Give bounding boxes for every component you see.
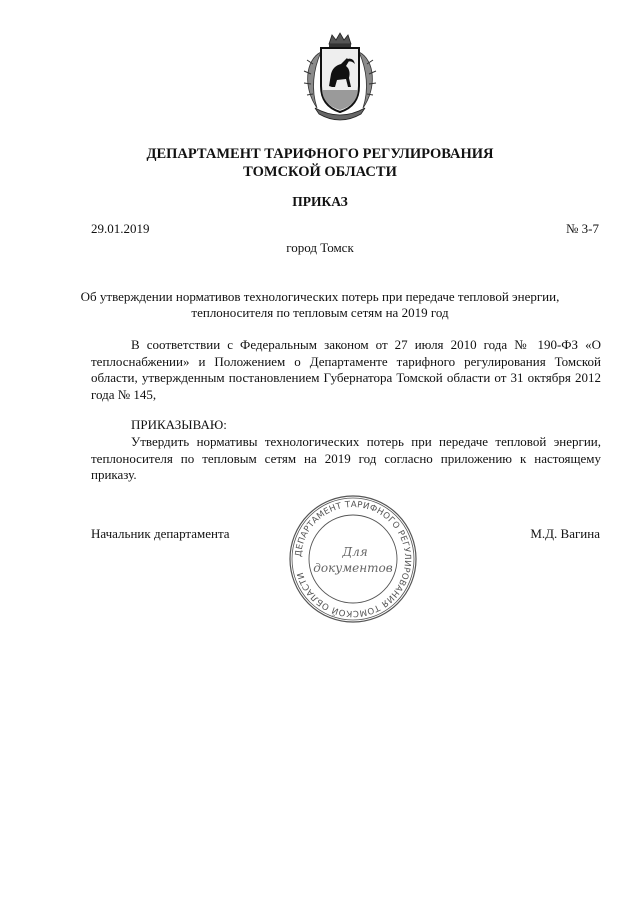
order-date: 29.01.2019	[91, 221, 150, 236]
preamble-text: В соответствии с Федеральным законом от 27 июля 2010 года № 190-ФЗ «О теплоснабжении» и Положением о Департаменте тарифного регулирования Томской области, утвержденным постановлением Губернатора Томской области от 31 октября 2012 года № 145,	[91, 337, 601, 402]
signatory-name: М.Д. Вагина	[530, 526, 600, 541]
preamble-paragraph	[91, 337, 601, 403]
order-number: № 3-7	[566, 221, 599, 236]
stamp-line1: Для	[342, 545, 368, 559]
city: город Томск	[286, 240, 354, 255]
department-title-line1: ДЕПАРТАМЕНТ ТАРИФНОГО РЕГУЛИРОВАНИЯ	[146, 146, 494, 162]
subject-line2: теплоносителя по тепловым сетям на 2019 год	[191, 305, 449, 320]
order-text: Утвердить нормативы технологических потерь при передаче тепловой энергии, теплоносителя по тепловым сетям на 2019 год согласно приложению к настоящему приказу.	[91, 434, 601, 482]
coat-of-arms-icon	[299, 30, 381, 124]
document-type: ПРИКАЗ	[292, 194, 348, 209]
official-stamp	[288, 494, 418, 624]
subject-line1: Об утверждении нормативов технологических потерь при передаче тепловой энергии,	[80, 289, 560, 304]
stamp-line2: документов	[313, 561, 393, 575]
order-paragraph	[91, 434, 601, 484]
signatory-position: Начальник департамента	[91, 526, 230, 541]
stamp-ring-text: ДЕПАРТАМЕНТ ТАРИФНОГО РЕГУЛИРОВАНИЯ ТОМСКОЙ ОБЛАСТИ	[293, 499, 413, 619]
order-word: ПРИКАЗЫВАЮ:	[131, 417, 227, 432]
department-title-line2: ТОМСКОЙ ОБЛАСТИ	[243, 164, 397, 180]
